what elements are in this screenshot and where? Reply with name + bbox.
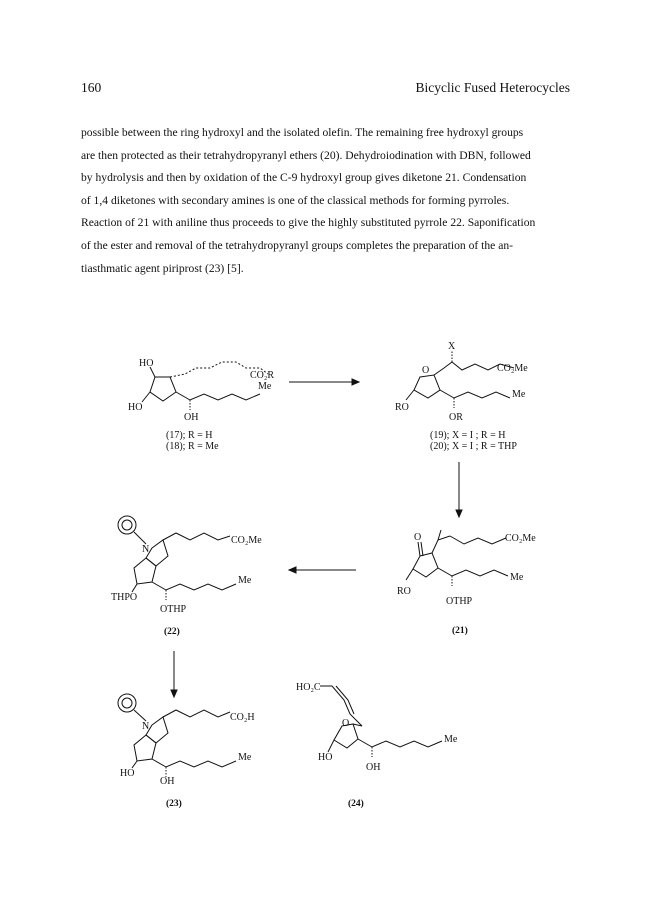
label-o: O <box>422 365 430 376</box>
ho-bond <box>132 761 137 768</box>
text-line: of the ester and removal of the tetrahydropyranyl groups completes the preparation of the an- <box>81 238 514 252</box>
label-me: Me <box>510 572 524 583</box>
n-phenyl-bond <box>134 710 146 721</box>
label-o: O <box>342 718 350 729</box>
reaction-arrow <box>289 567 356 573</box>
running-title: Bicyclic Fused Heterocycles <box>415 80 570 95</box>
label-co2me: CO₂Me <box>231 535 262 546</box>
caption-18: (18); R = Me <box>166 441 219 452</box>
label-co2me: CO₂Me <box>497 363 528 374</box>
caption-24: (24) <box>348 799 364 809</box>
text-line: Reaction of 21 with aniline thus proceeds to give the highly substituted pyrrole 22. Saponification <box>81 216 536 230</box>
caption-20: (20); X = I ; R = THP <box>430 441 517 452</box>
ring-bond <box>414 375 440 398</box>
text-line: possible between the ring hydroxyl and the isolated olefin. The remaining free hydroxyl groups <box>81 126 524 139</box>
reaction-arrow <box>456 462 462 517</box>
phenyl-ring <box>118 694 136 712</box>
label-othp: OTHP <box>160 604 187 615</box>
cyclopentane-ring <box>134 558 156 584</box>
label-me: Me <box>238 752 252 763</box>
label-ro: RO <box>395 402 409 413</box>
compound-22 <box>111 516 262 637</box>
phenyl-ring <box>118 516 136 534</box>
label-me: Me <box>444 734 458 745</box>
compound-19-20 <box>395 341 528 452</box>
caption-21: (21) <box>452 626 468 636</box>
compound-23 <box>118 694 255 809</box>
side-chain <box>163 533 230 540</box>
label-me: Me <box>258 381 272 392</box>
compound-24 <box>296 682 458 809</box>
label-ho2c: HO₂C <box>296 682 321 693</box>
label-co2h: CO₂H <box>230 712 255 723</box>
label-n: N <box>142 721 150 732</box>
label-ho-top: HO <box>139 358 154 369</box>
phenyl-ring <box>122 520 132 530</box>
text-line: tiasthmatic agent piriprost (23) [5]. <box>81 261 244 275</box>
label-oh: OH <box>184 412 199 423</box>
side-chain <box>152 582 236 590</box>
carbonyl-bond <box>418 542 420 556</box>
cyclopentane-ring <box>134 735 156 761</box>
acid-chain <box>336 686 354 714</box>
ring-bond <box>413 553 438 577</box>
side-chain <box>438 568 508 576</box>
side-chain <box>450 536 506 544</box>
label-co2r: CO₂R <box>250 370 275 381</box>
label-me: Me <box>512 389 526 400</box>
pyrrole-ring <box>146 540 168 566</box>
ho-bond <box>328 740 334 752</box>
label-thpo: THPO <box>111 592 138 603</box>
compound-17-18 <box>128 358 274 452</box>
side-chain <box>440 390 510 398</box>
thpo-bond <box>132 584 137 592</box>
reaction-arrow <box>289 379 359 385</box>
phenyl-ring <box>122 698 132 708</box>
label-ho: HO <box>318 752 333 763</box>
label-me: Me <box>238 575 252 586</box>
label-ro: RO <box>397 586 411 597</box>
compound-21 <box>397 530 536 636</box>
text-line: are then protected as their tetrahydropyranyl ethers (20). Dehydroiodination with DBN, followed <box>81 148 531 162</box>
side-chain <box>152 759 236 767</box>
label-othp: OTHP <box>446 596 473 607</box>
ho-bond <box>142 392 150 402</box>
caption-22: (22) <box>164 627 180 637</box>
ketone-chain <box>432 536 450 553</box>
caption-19: (19); X = I ; R = H <box>430 430 506 441</box>
ring-bond <box>434 362 452 375</box>
n-phenyl-bond <box>134 532 146 544</box>
side-chain <box>176 392 260 400</box>
label-x: X <box>448 341 456 352</box>
ro-bond <box>406 569 413 580</box>
caption-23: (23) <box>166 799 182 809</box>
reaction-arrow <box>171 651 177 697</box>
side-chain <box>163 710 230 717</box>
label-n: N <box>142 544 150 555</box>
label-ho: HO <box>120 768 135 779</box>
pyrrole-ring <box>146 717 168 743</box>
label-oh: OH <box>366 762 381 773</box>
side-chain <box>358 739 442 747</box>
label-or: OR <box>449 412 463 423</box>
label-co2me: CO₂Me <box>505 533 536 544</box>
text-line: by hydrolysis and then by oxidation of the C-9 hydroxyl group gives diketone 21. Condensation <box>81 171 527 185</box>
ro-bond <box>406 390 414 400</box>
ring-bond <box>150 377 176 401</box>
page-number: 160 <box>81 80 102 95</box>
label-ho-left: HO <box>128 402 143 413</box>
carbonyl-bond <box>438 530 441 540</box>
text-line: of 1,4 diketones with secondary amines is one of the classical methods for forming pyrroles. <box>81 193 510 207</box>
carbonyl-bond <box>421 542 423 556</box>
label-oh: OH <box>160 776 175 787</box>
caption-17: (17); R = H <box>166 430 213 441</box>
label-o: O <box>414 532 422 543</box>
